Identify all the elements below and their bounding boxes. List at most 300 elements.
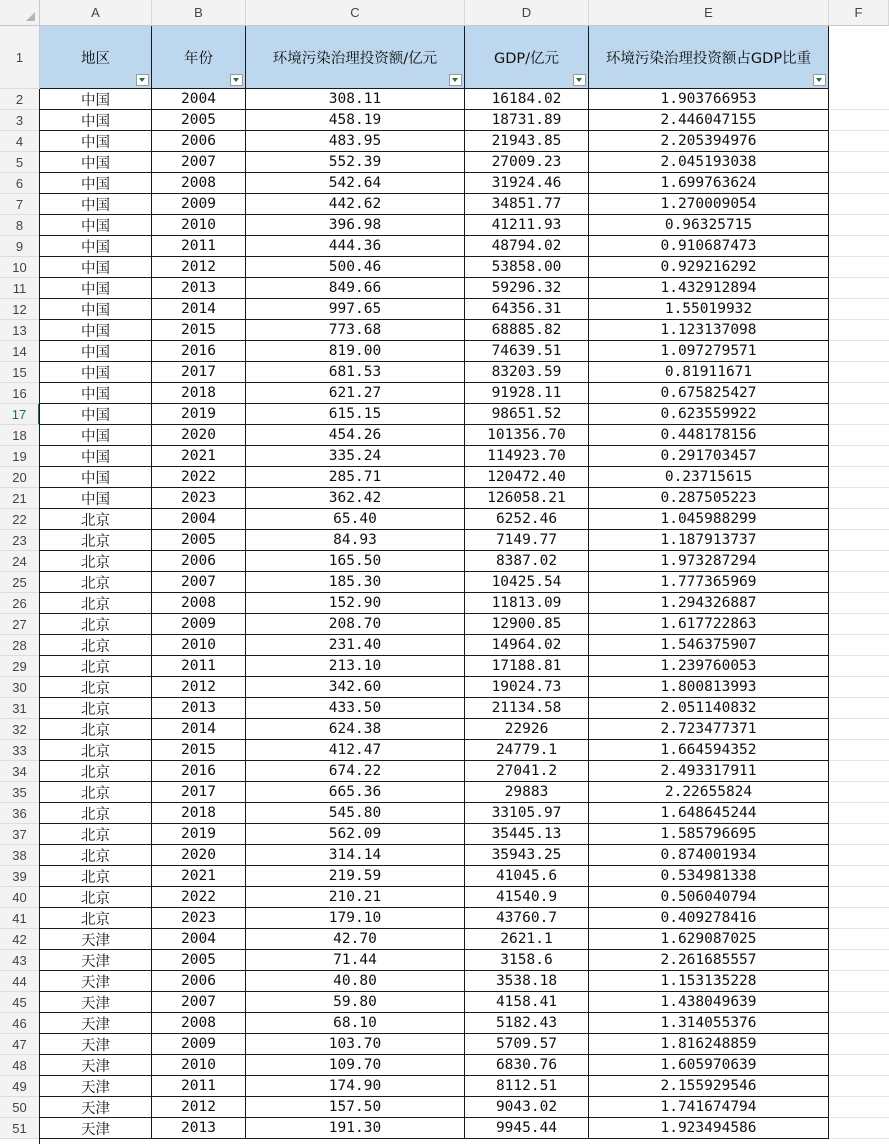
table-cell[interactable]: 2011: [152, 236, 246, 257]
filter-dropdown-icon[interactable]: [230, 74, 243, 86]
table-cell[interactable]: 1.55019932: [589, 299, 829, 320]
table-cell[interactable]: 0.506040794: [589, 887, 829, 908]
table-cell[interactable]: 2008: [152, 593, 246, 614]
table-cell[interactable]: 19024.73: [465, 677, 589, 698]
table-cell[interactable]: 2011: [152, 1076, 246, 1097]
empty-cell[interactable]: [829, 824, 889, 845]
table-cell[interactable]: 74639.51: [465, 341, 589, 362]
table-cell[interactable]: 北京: [40, 845, 152, 866]
table-cell[interactable]: 1.800813993: [589, 677, 829, 698]
empty-cell[interactable]: [829, 488, 889, 509]
empty-cell[interactable]: [829, 509, 889, 530]
table-cell[interactable]: 2015: [152, 740, 246, 761]
table-cell[interactable]: 1.546375907: [589, 635, 829, 656]
table-cell[interactable]: 中国: [40, 425, 152, 446]
table-cell[interactable]: 2016: [152, 761, 246, 782]
table-cell[interactable]: 157.50: [246, 1097, 465, 1118]
table-cell[interactable]: 天津: [40, 929, 152, 950]
table-cell[interactable]: 71.44: [246, 950, 465, 971]
table-cell[interactable]: 2023: [152, 908, 246, 929]
table-cell[interactable]: 1.585796695: [589, 824, 829, 845]
row-header[interactable]: 18: [0, 425, 40, 446]
table-cell[interactable]: 31924.46: [465, 173, 589, 194]
empty-cell[interactable]: [829, 635, 889, 656]
table-cell[interactable]: 10425.54: [465, 572, 589, 593]
table-cell[interactable]: 40.80: [246, 971, 465, 992]
table-cell[interactable]: 9043.02: [465, 1097, 589, 1118]
row-header[interactable]: 46: [0, 1013, 40, 1034]
table-cell[interactable]: 2006: [152, 551, 246, 572]
table-cell[interactable]: 0.910687473: [589, 236, 829, 257]
table-cell[interactable]: 2005: [152, 950, 246, 971]
table-cell[interactable]: 681.53: [246, 362, 465, 383]
table-cell[interactable]: 1.270009054: [589, 194, 829, 215]
empty-cell[interactable]: [829, 215, 889, 236]
row-header[interactable]: 10: [0, 257, 40, 278]
empty-cell[interactable]: [829, 110, 889, 131]
table-cell[interactable]: 中国: [40, 299, 152, 320]
table-cell[interactable]: 16184.02: [465, 89, 589, 110]
table-cell[interactable]: 2012: [152, 257, 246, 278]
table-cell[interactable]: 120472.40: [465, 467, 589, 488]
table-cell[interactable]: 中国: [40, 152, 152, 173]
row-header[interactable]: 39: [0, 866, 40, 887]
table-cell[interactable]: 2009: [152, 194, 246, 215]
empty-cell[interactable]: [829, 1076, 889, 1097]
table-cell[interactable]: 0.623559922: [589, 404, 829, 425]
table-cell[interactable]: 1.741674794: [589, 1097, 829, 1118]
table-cell[interactable]: 48794.02: [465, 236, 589, 257]
table-cell[interactable]: 41045.6: [465, 866, 589, 887]
table-cell[interactable]: 中国: [40, 467, 152, 488]
table-cell[interactable]: 7149.77: [465, 530, 589, 551]
table-cell[interactable]: 1.123137098: [589, 320, 829, 341]
row-header[interactable]: 40: [0, 887, 40, 908]
table-cell[interactable]: 545.80: [246, 803, 465, 824]
row-header[interactable]: 6: [0, 173, 40, 194]
table-cell[interactable]: 中国: [40, 404, 152, 425]
table-cell[interactable]: 2007: [152, 992, 246, 1013]
row-header[interactable]: 30: [0, 677, 40, 698]
column-header-a[interactable]: A: [40, 0, 152, 26]
table-cell[interactable]: 68.10: [246, 1013, 465, 1034]
table-cell[interactable]: 1.438049639: [589, 992, 829, 1013]
column-header-b[interactable]: B: [152, 0, 246, 26]
table-cell[interactable]: 8387.02: [465, 551, 589, 572]
row-header[interactable]: 14: [0, 341, 40, 362]
table-cell[interactable]: 2.22655824: [589, 782, 829, 803]
table-cell[interactable]: 2018: [152, 383, 246, 404]
row-header[interactable]: 43: [0, 950, 40, 971]
table-cell[interactable]: 27009.23: [465, 152, 589, 173]
table-cell[interactable]: 562.09: [246, 824, 465, 845]
table-cell[interactable]: 2005: [152, 110, 246, 131]
table-cell[interactable]: 84.93: [246, 530, 465, 551]
header-cell[interactable]: [152, 26, 246, 89]
table-cell[interactable]: 1.187913737: [589, 530, 829, 551]
table-cell[interactable]: 109.70: [246, 1055, 465, 1076]
table-cell[interactable]: 1.973287294: [589, 551, 829, 572]
row-header[interactable]: 12: [0, 299, 40, 320]
table-cell[interactable]: 2020: [152, 425, 246, 446]
table-cell[interactable]: 2012: [152, 677, 246, 698]
empty-cell[interactable]: [829, 887, 889, 908]
table-cell[interactable]: 2015: [152, 320, 246, 341]
empty-cell[interactable]: [829, 971, 889, 992]
table-cell[interactable]: 1.314055376: [589, 1013, 829, 1034]
empty-cell[interactable]: [829, 152, 889, 173]
table-cell[interactable]: 0.874001934: [589, 845, 829, 866]
table-cell[interactable]: 819.00: [246, 341, 465, 362]
table-cell[interactable]: 北京: [40, 509, 152, 530]
table-cell[interactable]: 天津: [40, 971, 152, 992]
row-header[interactable]: 41: [0, 908, 40, 929]
table-cell[interactable]: 24779.1: [465, 740, 589, 761]
empty-cell[interactable]: [829, 278, 889, 299]
table-cell[interactable]: 1.699763624: [589, 173, 829, 194]
table-cell[interactable]: 552.39: [246, 152, 465, 173]
empty-cell[interactable]: [829, 467, 889, 488]
table-cell[interactable]: 231.40: [246, 635, 465, 656]
table-cell[interactable]: 9945.44: [465, 1118, 589, 1139]
table-cell[interactable]: 53858.00: [465, 257, 589, 278]
table-cell[interactable]: 北京: [40, 656, 152, 677]
table-cell[interactable]: 43760.7: [465, 908, 589, 929]
table-cell[interactable]: 68885.82: [465, 320, 589, 341]
empty-cell[interactable]: [829, 1034, 889, 1055]
table-cell[interactable]: 1.903766953: [589, 89, 829, 110]
row-header[interactable]: 50: [0, 1097, 40, 1118]
table-cell[interactable]: 29883: [465, 782, 589, 803]
table-cell[interactable]: 北京: [40, 593, 152, 614]
table-cell[interactable]: 41211.93: [465, 215, 589, 236]
table-cell[interactable]: 433.50: [246, 698, 465, 719]
empty-cell[interactable]: [829, 614, 889, 635]
empty-cell[interactable]: [829, 257, 889, 278]
table-cell[interactable]: 中国: [40, 173, 152, 194]
table-cell[interactable]: 2018: [152, 803, 246, 824]
table-cell[interactable]: 北京: [40, 572, 152, 593]
table-cell[interactable]: 2007: [152, 572, 246, 593]
table-cell[interactable]: 1.664594352: [589, 740, 829, 761]
table-cell[interactable]: 0.929216292: [589, 257, 829, 278]
row-header[interactable]: 32: [0, 719, 40, 740]
empty-cell[interactable]: [829, 446, 889, 467]
table-cell[interactable]: 北京: [40, 614, 152, 635]
table-cell[interactable]: 185.30: [246, 572, 465, 593]
table-cell[interactable]: 1.605970639: [589, 1055, 829, 1076]
table-cell[interactable]: 2021: [152, 866, 246, 887]
empty-cell[interactable]: [829, 572, 889, 593]
table-cell[interactable]: 北京: [40, 551, 152, 572]
table-cell[interactable]: 621.27: [246, 383, 465, 404]
table-cell[interactable]: 21134.58: [465, 698, 589, 719]
table-cell[interactable]: 北京: [40, 698, 152, 719]
table-cell[interactable]: 33105.97: [465, 803, 589, 824]
table-cell[interactable]: 2013: [152, 278, 246, 299]
table-cell[interactable]: 42.70: [246, 929, 465, 950]
table-cell[interactable]: 458.19: [246, 110, 465, 131]
table-cell[interactable]: 3538.18: [465, 971, 589, 992]
row-header[interactable]: 11: [0, 278, 40, 299]
table-cell[interactable]: 1.153135228: [589, 971, 829, 992]
empty-cell[interactable]: [829, 950, 889, 971]
empty-cell[interactable]: [829, 929, 889, 950]
row-header[interactable]: 23: [0, 530, 40, 551]
table-cell[interactable]: 59296.32: [465, 278, 589, 299]
table-cell[interactable]: 2.493317911: [589, 761, 829, 782]
table-cell[interactable]: 1.045988299: [589, 509, 829, 530]
table-cell[interactable]: 2023: [152, 488, 246, 509]
table-cell[interactable]: 2017: [152, 362, 246, 383]
table-cell[interactable]: 天津: [40, 950, 152, 971]
row-header[interactable]: 21: [0, 488, 40, 509]
row-header[interactable]: 48: [0, 1055, 40, 1076]
table-cell[interactable]: 中国: [40, 215, 152, 236]
table-cell[interactable]: 174.90: [246, 1076, 465, 1097]
row-header[interactable]: 31: [0, 698, 40, 719]
table-cell[interactable]: 179.10: [246, 908, 465, 929]
table-cell[interactable]: 165.50: [246, 551, 465, 572]
row-header[interactable]: 36: [0, 803, 40, 824]
table-cell[interactable]: 天津: [40, 1013, 152, 1034]
table-cell[interactable]: 2013: [152, 698, 246, 719]
empty-cell[interactable]: [829, 173, 889, 194]
table-cell[interactable]: 59.80: [246, 992, 465, 1013]
table-cell[interactable]: 126058.21: [465, 488, 589, 509]
empty-cell[interactable]: [829, 299, 889, 320]
table-cell[interactable]: 2006: [152, 971, 246, 992]
table-cell[interactable]: 542.64: [246, 173, 465, 194]
empty-cell[interactable]: [829, 845, 889, 866]
table-cell[interactable]: 中国: [40, 110, 152, 131]
table-cell[interactable]: 中国: [40, 89, 152, 110]
table-cell[interactable]: 27041.2: [465, 761, 589, 782]
table-cell[interactable]: 北京: [40, 824, 152, 845]
empty-cell[interactable]: [829, 761, 889, 782]
empty-cell[interactable]: [829, 740, 889, 761]
select-all-corner[interactable]: [0, 0, 40, 26]
table-cell[interactable]: 12900.85: [465, 614, 589, 635]
table-cell[interactable]: 2010: [152, 635, 246, 656]
row-header[interactable]: 49: [0, 1076, 40, 1097]
header-cell[interactable]: [246, 26, 465, 89]
table-cell[interactable]: 1.777365969: [589, 572, 829, 593]
table-cell[interactable]: 997.65: [246, 299, 465, 320]
table-cell[interactable]: 3158.6: [465, 950, 589, 971]
table-cell[interactable]: 0.23715615: [589, 467, 829, 488]
table-cell[interactable]: 2.261685557: [589, 950, 829, 971]
empty-cell[interactable]: [829, 362, 889, 383]
table-cell[interactable]: 41540.9: [465, 887, 589, 908]
table-cell[interactable]: 5182.43: [465, 1013, 589, 1034]
empty-cell[interactable]: [829, 1013, 889, 1034]
column-header-f[interactable]: F: [829, 0, 889, 26]
table-cell[interactable]: 0.96325715: [589, 215, 829, 236]
table-cell[interactable]: 北京: [40, 740, 152, 761]
table-cell[interactable]: 天津: [40, 992, 152, 1013]
table-cell[interactable]: 2.051140832: [589, 698, 829, 719]
table-cell[interactable]: 2020: [152, 845, 246, 866]
row-header[interactable]: 25: [0, 572, 40, 593]
table-cell[interactable]: 2022: [152, 467, 246, 488]
table-cell[interactable]: 64356.31: [465, 299, 589, 320]
table-cell[interactable]: 中国: [40, 383, 152, 404]
table-cell[interactable]: 219.59: [246, 866, 465, 887]
table-cell[interactable]: 412.47: [246, 740, 465, 761]
table-cell[interactable]: 152.90: [246, 593, 465, 614]
table-cell[interactable]: 中国: [40, 278, 152, 299]
table-cell[interactable]: 615.15: [246, 404, 465, 425]
table-cell[interactable]: 21943.85: [465, 131, 589, 152]
filter-dropdown-icon[interactable]: [136, 74, 149, 86]
table-cell[interactable]: 500.46: [246, 257, 465, 278]
empty-cell[interactable]: [829, 1055, 889, 1076]
table-cell[interactable]: 中国: [40, 236, 152, 257]
table-cell[interactable]: 2011: [152, 656, 246, 677]
table-cell[interactable]: 2007: [152, 152, 246, 173]
table-cell[interactable]: 674.22: [246, 761, 465, 782]
table-cell[interactable]: 210.21: [246, 887, 465, 908]
table-cell[interactable]: 2016: [152, 341, 246, 362]
row-header[interactable]: 33: [0, 740, 40, 761]
table-cell[interactable]: 2021: [152, 446, 246, 467]
table-cell[interactable]: 2008: [152, 173, 246, 194]
header-cell[interactable]: [465, 26, 589, 89]
table-cell[interactable]: 2014: [152, 299, 246, 320]
row-header[interactable]: 38: [0, 845, 40, 866]
row-header[interactable]: 22: [0, 509, 40, 530]
table-cell[interactable]: 11813.09: [465, 593, 589, 614]
table-cell[interactable]: 208.70: [246, 614, 465, 635]
table-cell[interactable]: 2.723477371: [589, 719, 829, 740]
empty-cell[interactable]: [829, 236, 889, 257]
table-cell[interactable]: 4158.41: [465, 992, 589, 1013]
filter-dropdown-icon[interactable]: [813, 74, 826, 86]
row-header[interactable]: 20: [0, 467, 40, 488]
table-cell[interactable]: 1.617722863: [589, 614, 829, 635]
row-header[interactable]: 45: [0, 992, 40, 1013]
table-cell[interactable]: 北京: [40, 719, 152, 740]
table-cell[interactable]: 114923.70: [465, 446, 589, 467]
table-cell[interactable]: 天津: [40, 1055, 152, 1076]
row-header[interactable]: 47: [0, 1034, 40, 1055]
table-cell[interactable]: 2017: [152, 782, 246, 803]
filter-dropdown-icon[interactable]: [449, 74, 462, 86]
row-header[interactable]: 42: [0, 929, 40, 950]
table-cell[interactable]: 624.38: [246, 719, 465, 740]
row-header[interactable]: 27: [0, 614, 40, 635]
table-cell[interactable]: 2.045193038: [589, 152, 829, 173]
table-cell[interactable]: 91928.11: [465, 383, 589, 404]
table-cell[interactable]: 849.66: [246, 278, 465, 299]
row-header[interactable]: 1: [0, 26, 40, 89]
table-cell[interactable]: 0.81911671: [589, 362, 829, 383]
table-cell[interactable]: 2010: [152, 215, 246, 236]
table-cell[interactable]: 1.239760053: [589, 656, 829, 677]
table-cell[interactable]: 中国: [40, 446, 152, 467]
table-cell[interactable]: 0.409278416: [589, 908, 829, 929]
table-cell[interactable]: 17188.81: [465, 656, 589, 677]
table-cell[interactable]: 2005: [152, 530, 246, 551]
table-cell[interactable]: 2019: [152, 824, 246, 845]
table-cell[interactable]: 2009: [152, 1034, 246, 1055]
table-cell[interactable]: 北京: [40, 887, 152, 908]
table-cell[interactable]: 2012: [152, 1097, 246, 1118]
filter-dropdown-icon[interactable]: [573, 74, 586, 86]
table-cell[interactable]: 2.446047155: [589, 110, 829, 131]
header-cell[interactable]: [40, 26, 152, 89]
table-cell[interactable]: 0.291703457: [589, 446, 829, 467]
table-cell[interactable]: 1.816248859: [589, 1034, 829, 1055]
table-cell[interactable]: 8112.51: [465, 1076, 589, 1097]
header-cell[interactable]: [589, 26, 829, 89]
table-cell[interactable]: 北京: [40, 908, 152, 929]
row-header[interactable]: 19: [0, 446, 40, 467]
table-cell[interactable]: 北京: [40, 761, 152, 782]
empty-cell[interactable]: [829, 530, 889, 551]
table-cell[interactable]: 22926: [465, 719, 589, 740]
table-cell[interactable]: 2.205394976: [589, 131, 829, 152]
empty-cell[interactable]: [829, 908, 889, 929]
table-cell[interactable]: 454.26: [246, 425, 465, 446]
table-cell[interactable]: 2006: [152, 131, 246, 152]
table-cell[interactable]: 2013: [152, 1118, 246, 1139]
table-cell[interactable]: 2004: [152, 89, 246, 110]
table-cell[interactable]: 天津: [40, 1076, 152, 1097]
row-header[interactable]: 16: [0, 383, 40, 404]
row-header[interactable]: 15: [0, 362, 40, 383]
table-cell[interactable]: 中国: [40, 194, 152, 215]
table-cell[interactable]: 中国: [40, 362, 152, 383]
empty-cell[interactable]: [829, 992, 889, 1013]
table-cell[interactable]: 342.60: [246, 677, 465, 698]
table-cell[interactable]: 18731.89: [465, 110, 589, 131]
empty-cell[interactable]: [829, 551, 889, 572]
empty-cell[interactable]: [829, 782, 889, 803]
table-cell[interactable]: 北京: [40, 635, 152, 656]
row-header[interactable]: 3: [0, 110, 40, 131]
table-cell[interactable]: 中国: [40, 488, 152, 509]
row-header[interactable]: 37: [0, 824, 40, 845]
table-cell[interactable]: 中国: [40, 257, 152, 278]
table-cell[interactable]: 285.71: [246, 467, 465, 488]
row-header[interactable]: 7: [0, 194, 40, 215]
empty-cell[interactable]: [829, 1097, 889, 1118]
empty-cell[interactable]: [829, 341, 889, 362]
table-cell[interactable]: 北京: [40, 782, 152, 803]
empty-cell[interactable]: [829, 656, 889, 677]
table-cell[interactable]: 444.36: [246, 236, 465, 257]
table-cell[interactable]: 98651.52: [465, 404, 589, 425]
table-cell[interactable]: 0.675825427: [589, 383, 829, 404]
table-cell[interactable]: 2019: [152, 404, 246, 425]
row-header[interactable]: 5: [0, 152, 40, 173]
table-cell[interactable]: 6830.76: [465, 1055, 589, 1076]
table-cell[interactable]: 北京: [40, 803, 152, 824]
table-cell[interactable]: 65.40: [246, 509, 465, 530]
empty-cell[interactable]: [829, 89, 889, 110]
table-cell[interactable]: 665.36: [246, 782, 465, 803]
row-header[interactable]: 29: [0, 656, 40, 677]
empty-cell[interactable]: [829, 194, 889, 215]
table-cell[interactable]: 773.68: [246, 320, 465, 341]
row-header[interactable]: 24: [0, 551, 40, 572]
table-cell[interactable]: 1.923494586: [589, 1118, 829, 1139]
table-cell[interactable]: 308.11: [246, 89, 465, 110]
table-cell[interactable]: 北京: [40, 530, 152, 551]
table-cell[interactable]: 1.097279571: [589, 341, 829, 362]
